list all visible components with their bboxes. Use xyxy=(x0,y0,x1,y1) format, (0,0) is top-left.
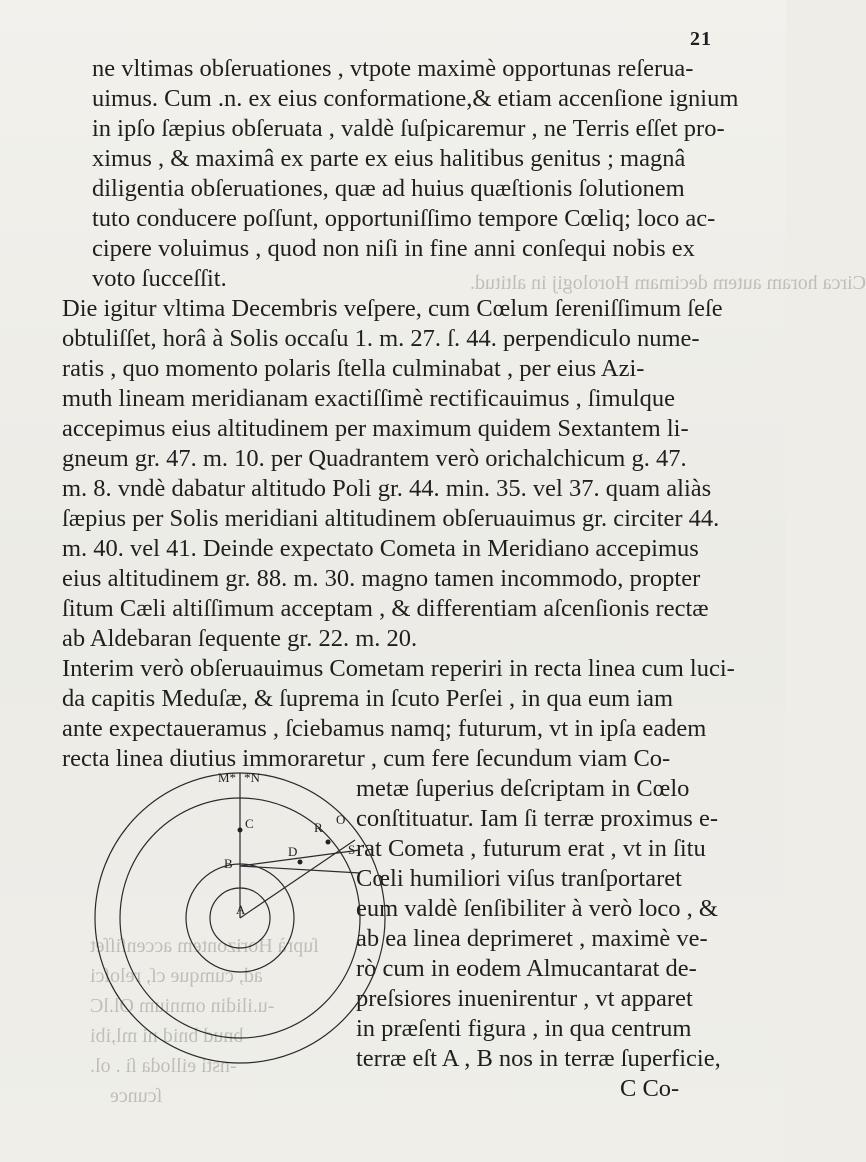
text-line: rò cum in eodem Almucantarat de- xyxy=(356,955,697,982)
text-line: ne vltimas obſeruationes , vtpote maximè opportunas reſerua- xyxy=(92,55,694,82)
text-line: uimus. Cum .n. ex eius conformatione,& etiam accenſione ignium xyxy=(92,85,739,112)
label-r: R xyxy=(314,820,323,835)
text-line: voto ſucceſſit. xyxy=(92,265,227,292)
text-line: da capitis Meduſæ, & ſuprema in ſcuto Perſei , in qua eum iam xyxy=(62,685,674,712)
bleed-through-text: -u.ilidin omnium Ol.lC xyxy=(90,995,275,1017)
text-line: Die igitur vltima Decembris veſpere, cum Cœlum ſereniſſimum ſeſe xyxy=(62,295,723,322)
text-line: m. 40. vel 41. Deinde expectato Cometa in Meridiano accepimus xyxy=(62,535,699,562)
text-line: eius altitudinem gr. 88. m. 30. magno tamen incommodo, propter xyxy=(62,565,701,592)
text-line: ximus , & maximâ ex parte ex eius halitibus genitus ; magnâ xyxy=(92,145,686,172)
text-line: ſæpius per Solis meridiani altitudinem obſeruauimus gr. circiter 44. xyxy=(62,505,720,532)
text-line: tuto conducere poſſunt, opportuniſſimo tempore Cœliq; loco ac- xyxy=(92,205,716,232)
bleed-through-text: Circa horam autem decimam Horologij in altitud. xyxy=(470,272,866,294)
bleed-through-text: ſcunce xyxy=(110,1085,163,1107)
text-line: obtuliſſet, horâ à Solis occaſu 1. m. 27. ſ. 44. perpendiculo nume- xyxy=(62,325,700,352)
text-line: rat Cometa , futurum erat , vt in ſitu xyxy=(356,835,706,862)
text-line: Interim verò obſeruauimus Cometam reperiri in recta linea cum luci- xyxy=(62,655,735,682)
text-line: C Co- xyxy=(620,1075,680,1102)
page-number: 21 xyxy=(690,28,712,50)
text-line: ſitum Cæli altiſſimum acceptam , & differentiam aſcenſionis rectæ xyxy=(62,595,709,622)
point-d xyxy=(298,860,303,865)
text-line: in ipſo ſæpius obſeruata , valdè ſuſpicaremur , ne Terris eſſet pro- xyxy=(92,115,725,142)
label-m: M* xyxy=(218,770,237,785)
center-to-comet-line xyxy=(240,840,355,918)
text-line: metæ ſuperius deſcriptam in Cœlo xyxy=(356,775,690,802)
text-line: conſtituatur. Iam ſi terræ proximus e- xyxy=(356,805,718,832)
text-line: muth lineam meridianam exactiſſimè rectificauimus , ſimulque xyxy=(62,385,675,412)
label-d: D xyxy=(288,844,298,859)
text-line: ab Aldebaran ſequente gr. 22. m. 20. xyxy=(62,625,418,652)
bleed-through-text: ad, cumque cſ, reloſci xyxy=(90,965,263,987)
comet-parallax-figure xyxy=(60,770,370,1030)
text-line: m. 8. vndè dabatur altitudo Poli gr. 44. min. 35. vel 37. quam aliàs xyxy=(62,475,712,502)
text-line: cipere voluimus , quod non niſi in fine anni conſequi nobis ex xyxy=(92,235,695,262)
text-line: ab ea linea deprimeret , maximè ve- xyxy=(356,925,708,952)
text-line: ratis , quo momento polaris ſtella culminabat , per eius Azi- xyxy=(62,355,645,382)
bleed-through-text: bnud bnid ni ml,ibi xyxy=(90,1025,244,1047)
point-r xyxy=(326,840,331,845)
label-a: A xyxy=(236,902,246,917)
text-line: diligentia obſeruationes, quæ ad huius quæſtionis ſolutionem xyxy=(92,175,685,202)
point-c xyxy=(238,828,243,833)
figure-diagram xyxy=(60,770,370,1030)
text-line: in præſenti figura , in qua centrum xyxy=(356,1015,692,1042)
text-line: preſsiores inuenirentur , vt apparet xyxy=(356,985,693,1012)
bleed-through-text: -nsti eilloda ſi . ol. xyxy=(90,1055,237,1077)
label-o: O xyxy=(336,812,346,827)
text-line: eum valdè ſenſibiliter à verò loco , & xyxy=(356,895,718,922)
text-line: gneum gr. 47. m. 10. per Quadrantem verò orichalchicum g. 47. xyxy=(62,445,687,472)
text-line: accepimus eius altitudinem per maximum quidem Sextantem li- xyxy=(62,415,689,442)
label-b: B xyxy=(224,856,233,871)
text-line: recta linea diutius immoraretur , cum fere ſecundum viam Co- xyxy=(62,745,671,772)
label-n: *N xyxy=(244,770,260,785)
label-s: S xyxy=(348,842,356,857)
text-line: terræ eſt A , B nos in terræ ſuperficie, xyxy=(356,1045,721,1072)
bleed-through-text: ſuprà Horizontem accenſiſſet xyxy=(90,935,319,957)
label-c: C xyxy=(245,816,254,831)
text-line: ante expectaueramus , ſciebamus namq; futurum, vt in ipſa eadem xyxy=(62,715,707,742)
observer-sight-line-lower xyxy=(240,866,360,873)
text-line: Cœli humiliori viſus tranſportaret xyxy=(356,865,682,892)
